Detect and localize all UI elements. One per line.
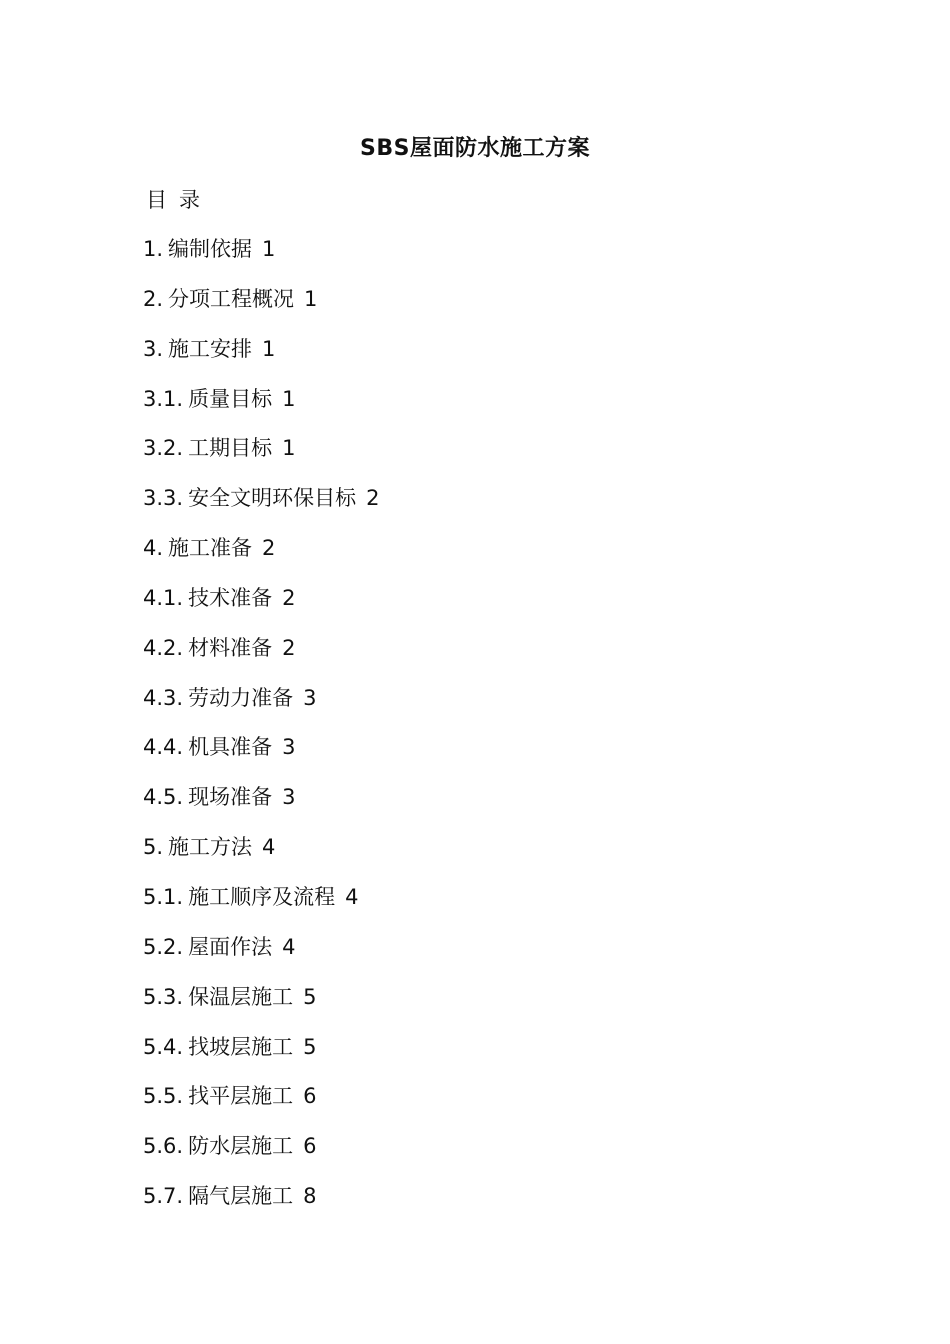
- toc-entry[interactable]: [143, 983, 379, 1033]
- toc-entry[interactable]: [143, 484, 379, 534]
- toc-entry-number: 3.2.: [143, 436, 184, 461]
- toc-entry[interactable]: [143, 584, 379, 634]
- toc-entry-page: 8: [303, 1184, 317, 1209]
- toc-entry-title: 工期目标: [188, 436, 273, 461]
- document-title: SBS屋面防水施工方案: [360, 136, 590, 161]
- toc-entry-page: 5: [303, 984, 317, 1009]
- toc-entry-number: 5.: [143, 835, 164, 860]
- toc-entry[interactable]: [143, 783, 379, 833]
- toc-entry-title: 施工顺序及流程: [188, 884, 336, 909]
- toc-entry-page: 6: [303, 1084, 317, 1109]
- toc-entry-page: 6: [303, 1134, 317, 1159]
- toc-entry[interactable]: [143, 285, 379, 335]
- toc-entry-number: 5.2.: [143, 934, 184, 959]
- toc-entry-title: 材料准备: [188, 635, 273, 660]
- toc-entry-title: 技术准备: [188, 585, 273, 610]
- toc-entry[interactable]: [143, 1033, 379, 1083]
- toc-entry-number: 3.: [143, 336, 164, 361]
- toc-entry[interactable]: [143, 534, 379, 584]
- toc-entry[interactable]: [143, 1182, 379, 1232]
- toc-entry-number: 5.6.: [143, 1134, 184, 1159]
- table-of-contents: [143, 235, 379, 1232]
- toc-entry-title: 劳动力准备: [188, 685, 294, 710]
- toc-entry-page: 2: [366, 486, 380, 511]
- toc-entry-number: 4.2.: [143, 635, 184, 660]
- toc-entry[interactable]: [143, 235, 379, 285]
- toc-entry-page: 4: [262, 835, 276, 860]
- toc-heading: 目录: [146, 188, 212, 212]
- toc-entry-page: 1: [282, 436, 296, 461]
- toc-entry-number: 4.1.: [143, 585, 184, 610]
- toc-entry[interactable]: [143, 634, 379, 684]
- toc-entry-page: 5: [303, 1034, 317, 1059]
- toc-entry-page: 4: [345, 884, 359, 909]
- toc-entry-page: 1: [282, 386, 296, 411]
- toc-entry-number: 4.4.: [143, 735, 184, 760]
- toc-entry-number: 1.: [143, 237, 164, 261]
- toc-entry-page: 2: [262, 536, 276, 561]
- toc-entry-page: 2: [282, 585, 296, 610]
- toc-entry-title: 机具准备: [188, 735, 273, 760]
- toc-entry-title: 分项工程概况: [168, 286, 295, 311]
- toc-entry-title: 安全文明环保目标: [188, 486, 357, 511]
- toc-entry-page: 3: [282, 735, 296, 760]
- toc-entry[interactable]: [143, 883, 379, 933]
- toc-entry[interactable]: [143, 1132, 379, 1182]
- toc-entry-title: 防水层施工: [188, 1134, 294, 1159]
- toc-entry-page: 3: [282, 785, 296, 810]
- toc-entry-page: 2: [282, 635, 296, 660]
- toc-entry-title: 施工准备: [168, 536, 253, 561]
- toc-entry-number: 5.5.: [143, 1084, 184, 1109]
- toc-entry-number: 5.1.: [143, 884, 184, 909]
- toc-entry-title: 隔气层施工: [188, 1184, 294, 1209]
- toc-entry-title: 质量目标: [188, 386, 273, 411]
- toc-entry-title: 屋面作法: [188, 934, 273, 959]
- toc-entry-number: 4.: [143, 536, 164, 561]
- toc-entry[interactable]: [143, 1082, 379, 1132]
- toc-entry-title: 编制依据: [168, 237, 253, 261]
- toc-entry-number: 3.1.: [143, 386, 184, 411]
- toc-entry-title: 现场准备: [188, 785, 273, 810]
- toc-entry-page: 1: [262, 336, 276, 361]
- toc-entry-title: 保温层施工: [188, 984, 294, 1009]
- toc-entry[interactable]: [143, 335, 379, 385]
- toc-entry[interactable]: [143, 733, 379, 783]
- toc-entry-page: 3: [303, 685, 317, 710]
- toc-entry[interactable]: [143, 933, 379, 983]
- toc-entry[interactable]: [143, 684, 379, 734]
- toc-entry-number: 5.4.: [143, 1034, 184, 1059]
- toc-entry-number: 2.: [143, 286, 164, 311]
- toc-entry-title: 找平层施工: [188, 1084, 294, 1109]
- toc-entry-title: 施工安排: [168, 336, 253, 361]
- toc-entry[interactable]: [143, 833, 379, 883]
- toc-entry-title: 找坡层施工: [188, 1034, 294, 1059]
- toc-entry-number: 4.3.: [143, 685, 184, 710]
- toc-entry-number: 3.3.: [143, 486, 184, 511]
- toc-entry-number: 4.5.: [143, 785, 184, 810]
- toc-entry-page: 4: [282, 934, 296, 959]
- toc-entry[interactable]: [143, 434, 379, 484]
- toc-entry[interactable]: [143, 385, 379, 435]
- toc-entry-number: 5.7.: [143, 1184, 184, 1209]
- toc-entry-title: 施工方法: [168, 835, 253, 860]
- toc-entry-page: 1: [262, 237, 276, 261]
- toc-entry-number: 5.3.: [143, 984, 184, 1009]
- toc-entry-page: 1: [304, 286, 318, 311]
